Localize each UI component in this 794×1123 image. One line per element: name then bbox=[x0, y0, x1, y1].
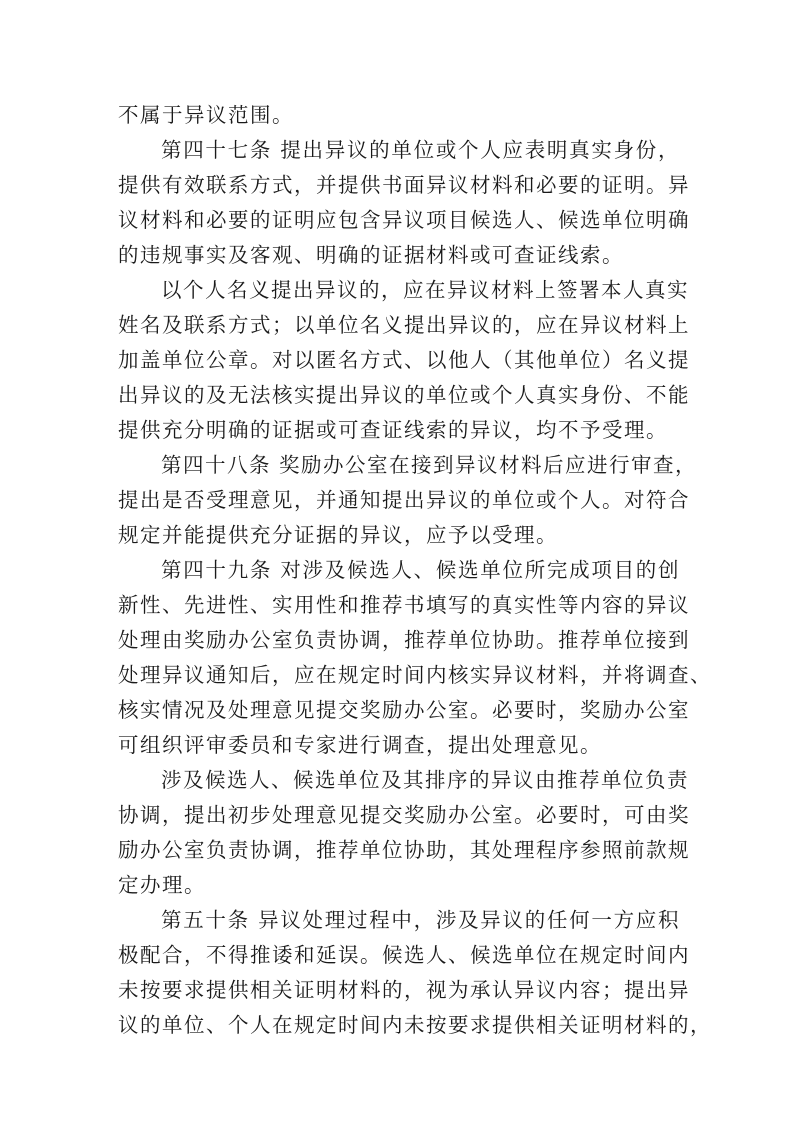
paragraph-article-47 bbox=[118, 133, 690, 273]
text-line: 第五十条 异议处理过程中，涉及异议的任何一方应积 bbox=[161, 908, 680, 932]
text-line: 可组织评审委员和专家进行调查，提出处理意见。 bbox=[118, 733, 602, 757]
paragraph-article-50 bbox=[118, 903, 712, 1043]
paragraph-article-49 bbox=[118, 553, 712, 763]
text-line: 加盖单位公章。对以匿名方式、以他人（其他单位）名义提 bbox=[118, 348, 690, 372]
text-line: 以个人名义提出异议的，应在异议材料上签署本人真实 bbox=[161, 278, 689, 302]
text-line: 励办公室负责协调，推荐单位协助，其处理程序参照前款规 bbox=[118, 838, 690, 862]
text-line: 处理由奖励办公室负责协调，推荐单位协助。推荐单位接到 bbox=[118, 628, 690, 652]
text-line: 不属于异议范围。 bbox=[118, 103, 294, 127]
text-line: 核实情况及处理意见提交奖励办公室。必要时，奖励办公室 bbox=[118, 698, 690, 722]
paragraph-continuation bbox=[118, 98, 680, 133]
text-line: 处理异议通知后，应在规定时间内核实异议材料，并将调查、 bbox=[118, 663, 712, 687]
text-line: 涉及候选人、候选单位及其排序的异议由推荐单位负责 bbox=[161, 768, 689, 792]
paragraph-personal-objection bbox=[118, 273, 690, 448]
text-line: 第四十七条 提出异议的单位或个人应表明真实身份， bbox=[161, 138, 680, 162]
text-line: 第四十九条 对涉及候选人、候选单位所完成项目的创 bbox=[161, 558, 680, 582]
text-line: 极配合，不得推诿和延误。候选人、候选单位在规定时间内 bbox=[118, 943, 690, 967]
text-line: 提供有效联系方式，并提供书面异议材料和必要的证明。异 bbox=[118, 173, 690, 197]
text-line: 议的单位、个人在规定时间内未按要求提供相关证明材料的， bbox=[118, 1013, 712, 1037]
text-line: 议材料和必要的证明应包含异议项目候选人、候选单位明确 bbox=[118, 208, 690, 232]
text-line: 出异议的及无法核实提出异议的单位或个人真实身份、不能 bbox=[118, 383, 690, 407]
paragraph-article-48 bbox=[118, 448, 698, 553]
text-line: 提出是否受理意见，并通知提出异议的单位或个人。对符合 bbox=[118, 488, 690, 512]
text-line: 提供充分明确的证据或可查证线索的异议，均不予受理。 bbox=[118, 418, 668, 442]
text-line: 新性、先进性、实用性和推荐书填写的真实性等内容的异议 bbox=[118, 593, 690, 617]
text-line: 定办理。 bbox=[118, 873, 206, 897]
paragraph-ranking-objection bbox=[118, 763, 690, 903]
text-line: 第四十八条 奖励办公室在接到异议材料后应进行审查， bbox=[161, 453, 698, 477]
text-line: 未按要求提供相关证明材料的，视为承认异议内容；提出异 bbox=[118, 978, 690, 1002]
document-page bbox=[118, 98, 712, 1043]
text-line: 协调，提出初步处理意见提交奖励办公室。必要时，可由奖 bbox=[118, 803, 690, 827]
text-line: 姓名及联系方式；以单位名义提出异议的，应在异议材料上 bbox=[118, 313, 690, 337]
text-line: 规定并能提供充分证据的异议，应予以受理。 bbox=[118, 523, 558, 547]
text-line: 的违规事实及客观、明确的证据材料或可查证线索。 bbox=[118, 243, 624, 267]
